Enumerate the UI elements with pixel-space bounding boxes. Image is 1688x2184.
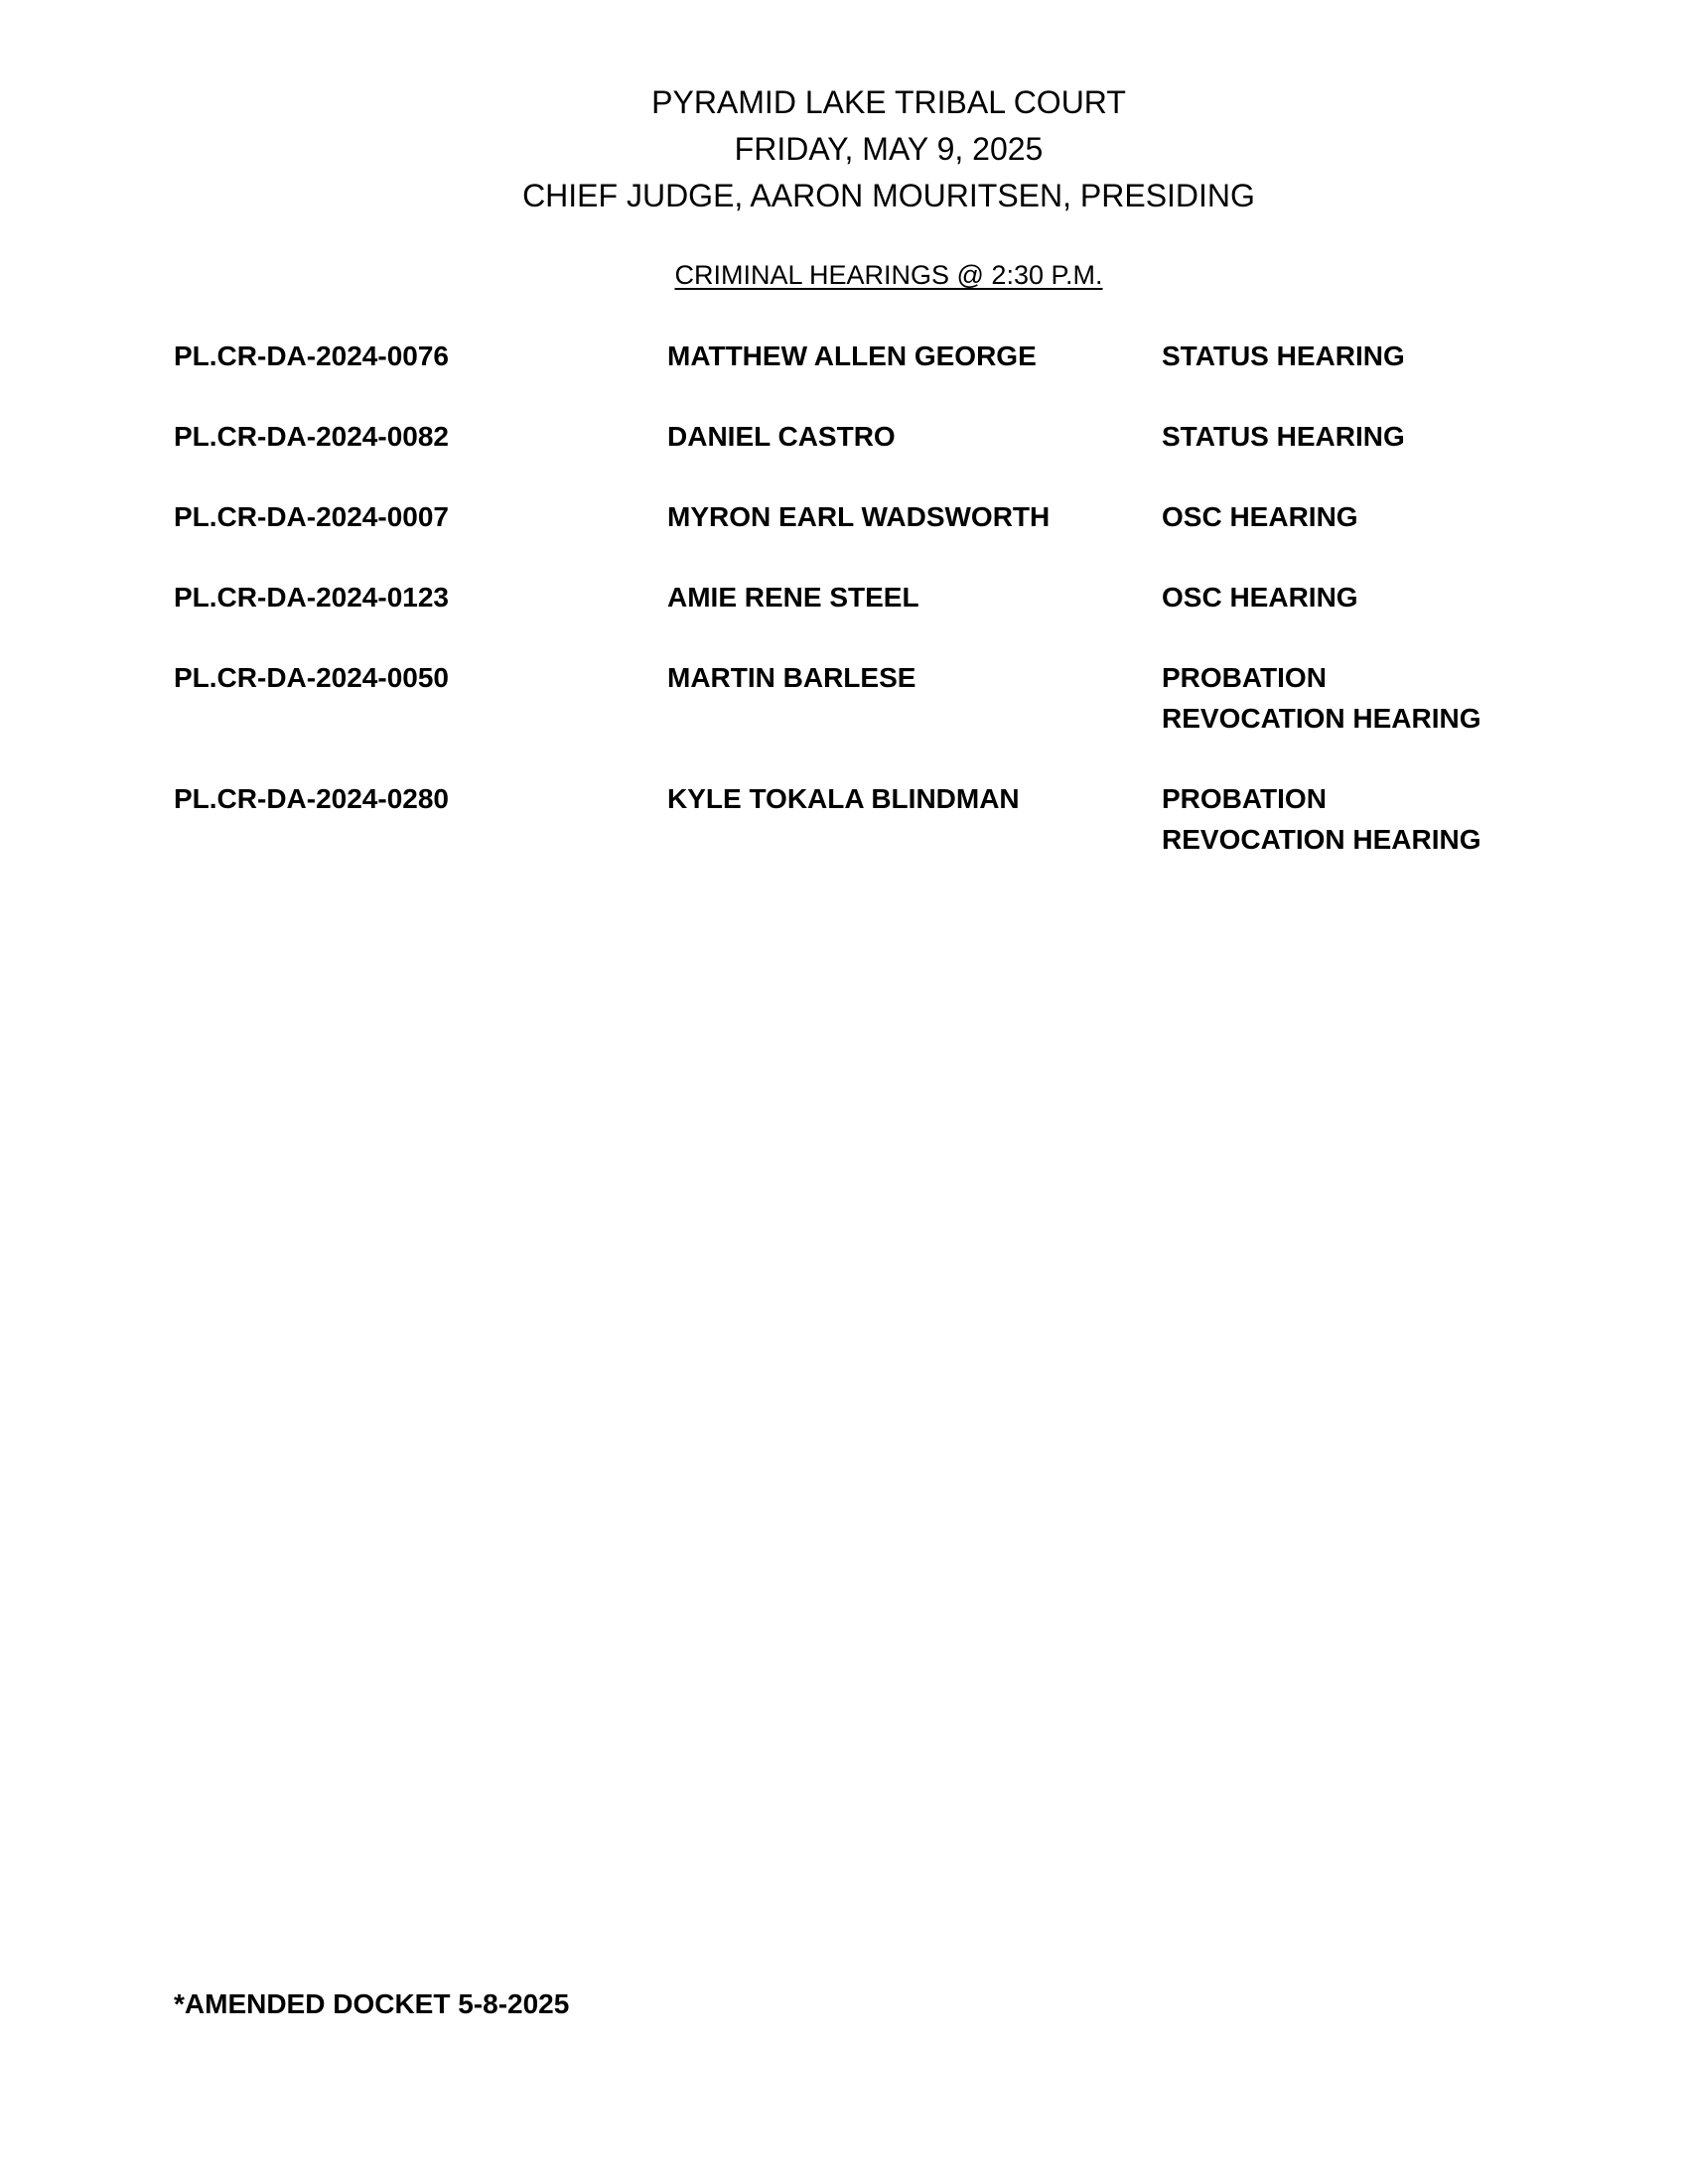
case-number: PL.CR-DA-2024-0082 [174, 421, 449, 452]
hearing-type: PROBATION REVOCATION HEARING [1162, 783, 1481, 855]
defendant-name: MATTHEW ALLEN GEORGE [667, 341, 1037, 371]
case-number: PL.CR-DA-2024-0280 [174, 783, 449, 814]
docket-row [174, 416, 1564, 457]
defendant-name: MARTIN BARLESE [667, 662, 916, 693]
docket-row [174, 577, 1564, 617]
amended-note: *AMENDED DOCKET 5-8-2025 [174, 1988, 570, 2019]
docket-header [0, 79, 1688, 219]
docket-list [174, 336, 1564, 899]
court-name: PYRAMID LAKE TRIBAL COURT [651, 84, 1126, 120]
defendant-name: MYRON EARL WADSWORTH [667, 501, 1051, 532]
case-number: PL.CR-DA-2024-0123 [174, 582, 449, 613]
hearing-type: OSC HEARING [1162, 501, 1358, 532]
defendant-name: DANIEL CASTRO [667, 421, 896, 452]
hearing-date: FRIDAY, MAY 9, 2025 [734, 131, 1044, 167]
case-number: PL.CR-DA-2024-0050 [174, 662, 449, 693]
case-number: PL.CR-DA-2024-0007 [174, 501, 449, 532]
session-title: CRIMINAL HEARINGS @ 2:30 P.M. [674, 260, 1103, 290]
defendant-name: AMIE RENE STEEL [667, 582, 919, 613]
hearing-type: OSC HEARING [1162, 582, 1358, 613]
case-number: PL.CR-DA-2024-0076 [174, 341, 449, 371]
defendant-name: KYLE TOKALA BLINDMAN [667, 783, 1020, 814]
hearing-type: PROBATION REVOCATION HEARING [1162, 662, 1481, 734]
hearing-type: STATUS HEARING [1162, 421, 1405, 452]
docket-row [174, 496, 1564, 537]
presiding-judge: CHIEF JUDGE, AARON MOURITSEN, PRESIDING [522, 178, 1255, 213]
docket-row [174, 778, 1564, 860]
docket-row [174, 657, 1564, 739]
docket-row [174, 336, 1564, 376]
hearing-type: STATUS HEARING [1162, 341, 1405, 371]
